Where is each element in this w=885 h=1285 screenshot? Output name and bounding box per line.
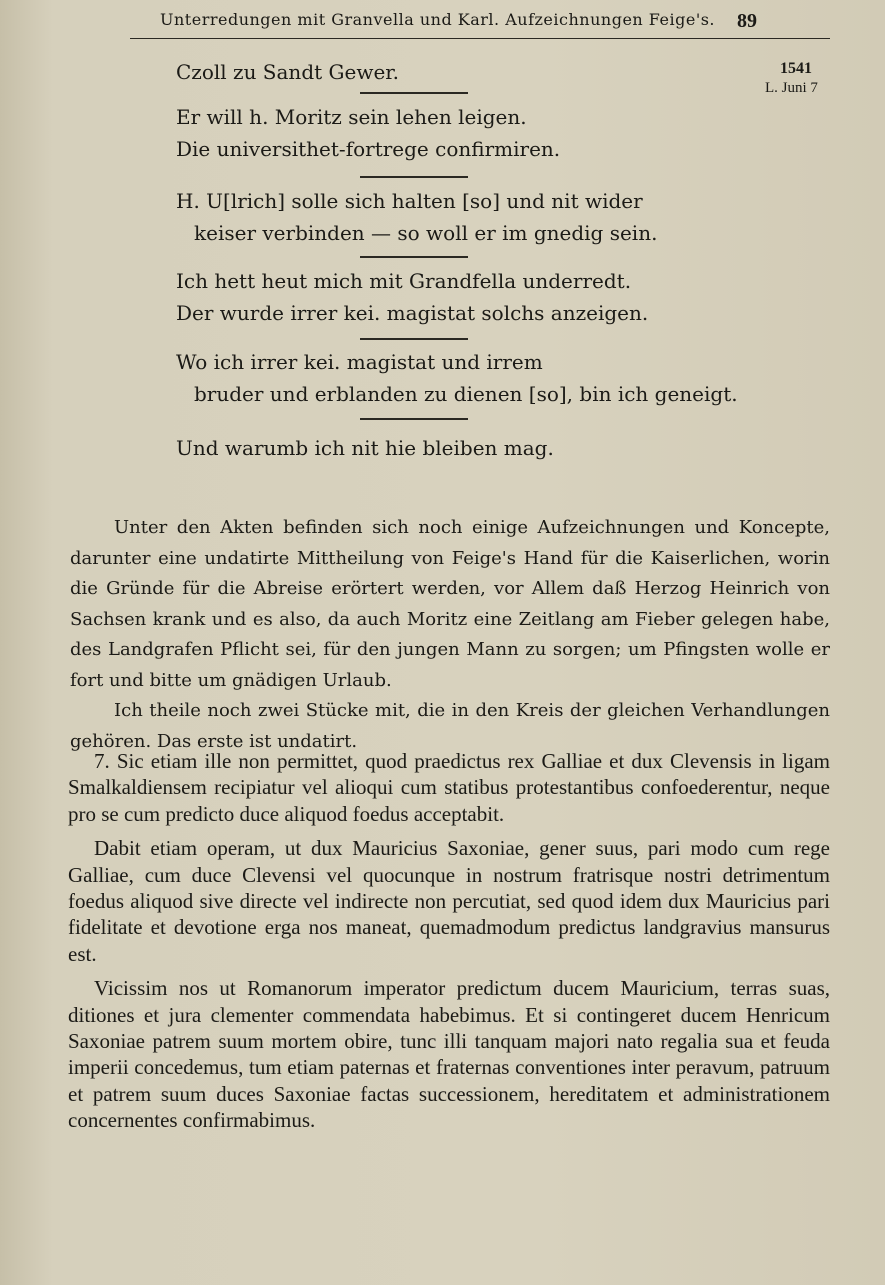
verse-stanza-6 [176, 432, 554, 464]
page-number: 89 [737, 10, 757, 32]
verse-line: Czoll zu Sandt Gewer. [176, 60, 399, 84]
verse-divider [360, 92, 468, 94]
verse-stanza-3 [176, 185, 657, 249]
verse-line: Der wurde irrer kei. magistat solchs anzeigen. [176, 301, 649, 325]
verse-stanza-4 [176, 265, 648, 329]
verse-line: Ich hett heut mich mit Grandfella underredt. [176, 269, 632, 293]
verse-stanza-1 [176, 56, 399, 88]
margin-date: L. Juni 7 [765, 80, 818, 96]
latin-paragraph: Dabit etiam operam, ut dux Mauricius Saxoniae, gener suus, pari modo cum rege Galliae, cum duce Clevensi vel quocunque in nostrum fratrisque nostri detrimentum foedus aliquod sive directe vel indirecte non percutiat, sed quod idem dux Mauricius pari fidelitate et devotione erga nos maneat, quemadmodum predictus landgravius mansurus est. [68, 836, 830, 966]
verse-divider [360, 338, 468, 340]
verse-divider [360, 176, 468, 178]
verse-divider [360, 418, 468, 420]
prose-paragraph: Unter den Akten befinden sich noch einige Aufzeichnungen und Koncepte, darunter eine undatirte Mittheilung von Feige's Hand für die Kaiserlichen, worin die Gründe für die Abreise erörtert werden, vor Allem daß Herzog Heinrich von Sachsen krank und es also, da auch Moritz eine Zeitlang am Fieber gelegen habe, des Landgrafen Pflicht sei, für den jungen Mann zu sorgen; um Pfingsten wolle er fort und bitte um gnädigen Urlaub. [70, 517, 830, 691]
header-rule [130, 38, 830, 39]
verse-line: bruder und erblanden zu dienen [so], bin ich geneigt. [194, 382, 738, 406]
margin-year: 1541 [780, 60, 812, 77]
verse-line: Und warumb ich nit hie bleiben mag. [176, 436, 554, 460]
verse-line: H. U[lrich] solle sich halten [so] und nit wider [176, 189, 643, 213]
latin-paragraph: Vicissim nos ut Romanorum imperator predictum ducem Mauricium, terras suas, ditiones et jura clementer commendata habebimus. Et si contingeret ducem Henricum Saxoniae patrem suum mortem obire, tunc illi tanquam majori nato regalia sua et feuda imperii concedemus, tum etiam paternas et fraternas conventiones inter peravum, patruum et patrem suum duces Saxoniae factas successionem, hereditatem et administrationem concernentes confirmabimus. [68, 976, 830, 1133]
verse-line: Er will h. Moritz sein lehen leigen. [176, 105, 527, 129]
verse-line: keiser verbinden — so woll er im gnedig sein. [194, 221, 658, 245]
verse-line: Die universithet-fortrege confirmiren. [176, 137, 561, 161]
editorial-note [70, 513, 830, 757]
latin-paragraph: 7. Sic etiam ille non permittet, quod praedictus rex Galliae et dux Clevensis in ligam Smalkaldiensem recipiatur vel alioqui cum statibus protestantibus confoederentur, neque pro se cum predicto duce aliquod foedus acceptabit. [68, 749, 830, 826]
verse-line: Wo ich irrer kei. magistat und irrem [176, 350, 543, 374]
prose-paragraph: Ich theile noch zwei Stücke mit, die in den Kreis der gleichen Verhandlungen gehören. Das erste ist undatirt. [70, 700, 830, 752]
latin-document [68, 748, 830, 1142]
verse-divider [360, 256, 468, 258]
verse-stanza-2 [176, 101, 560, 165]
running-title: Unterredungen mit Granvella und Karl. Aufzeichnungen Feige's. [160, 10, 716, 29]
verse-stanza-5 [176, 346, 738, 410]
